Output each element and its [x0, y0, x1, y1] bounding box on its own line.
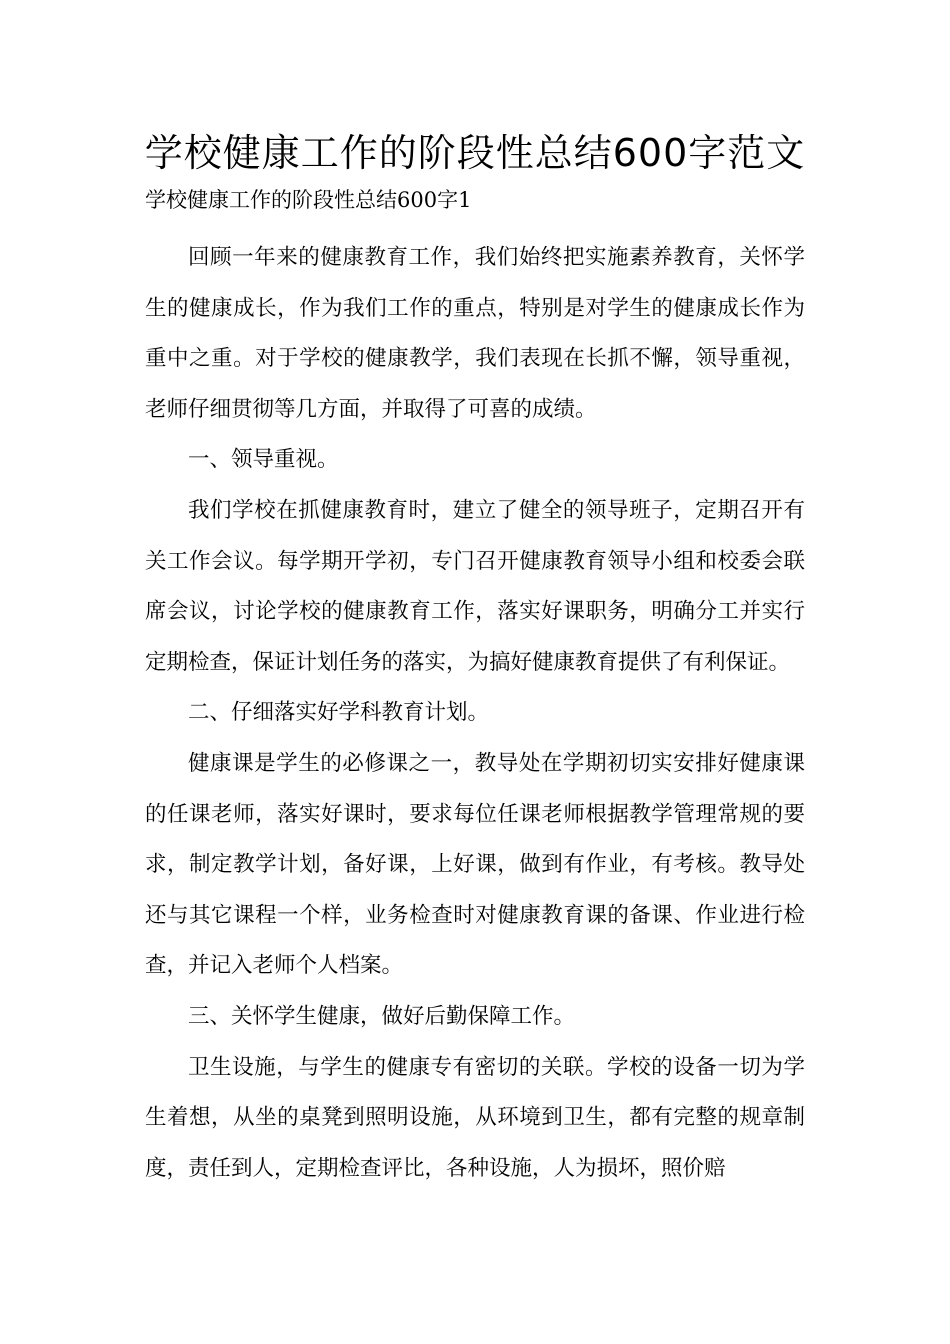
section-heading-1: 一、领导重视。	[188, 447, 339, 473]
paragraph-leadership: 我们学校在抓健康教育时，建立了健全的领导班子，定期召开有关工作会议。每学期开学初，专门召开健康教育领导小组和校委会联席会议，讨论学校的健康教育工作，落实好课职务，明确分工并实行定期检查，保证计划任务的落实，为搞好健康教育提供了有利保证。	[145, 497, 805, 675]
paragraph-curriculum: 健康课是学生的必修课之一，教导处在学期初切实安排好健康课的任课老师，落实好课时，要求每位任课老师根据教学管理常规的要求，制定教学计划，备好课，上好课，做到有作业，有考核。教导处还与其它课程一个样，业务检查时对健康教育课的备课、作业进行检查，并记入老师个人档案。	[145, 750, 805, 979]
document-body	[145, 233, 805, 1194]
document-title: 学校健康工作的阶段性总结600字范文	[144, 131, 806, 175]
section-heading-2: 二、仔细落实好学科教育计划。	[188, 700, 490, 726]
paragraph-facilities: 卫生设施，与学生的健康专有密切的关联。学校的设备一切为学生着想，从坐的桌凳到照明设施，从环境到卫生，都有完整的规章制度，责任到人，定期检查评比，各种设施，人为损坏，照价赔	[145, 1054, 805, 1181]
paragraph-intro: 回顾一年来的健康教育工作，我们始终把实施素养教育，关怀学生的健康成长，作为我们工作的重点，特别是对学生的健康成长作为重中之重。对于学校的健康教学，我们表现在长抓不懈，领导重视，老师仔细贯彻等几方面，并取得了可喜的成绩。	[145, 245, 805, 422]
section-heading-3: 三、关怀学生健康，做好后勤保障工作。	[188, 1003, 576, 1029]
document-subtitle: 学校健康工作的阶段性总结600字1	[145, 188, 472, 212]
